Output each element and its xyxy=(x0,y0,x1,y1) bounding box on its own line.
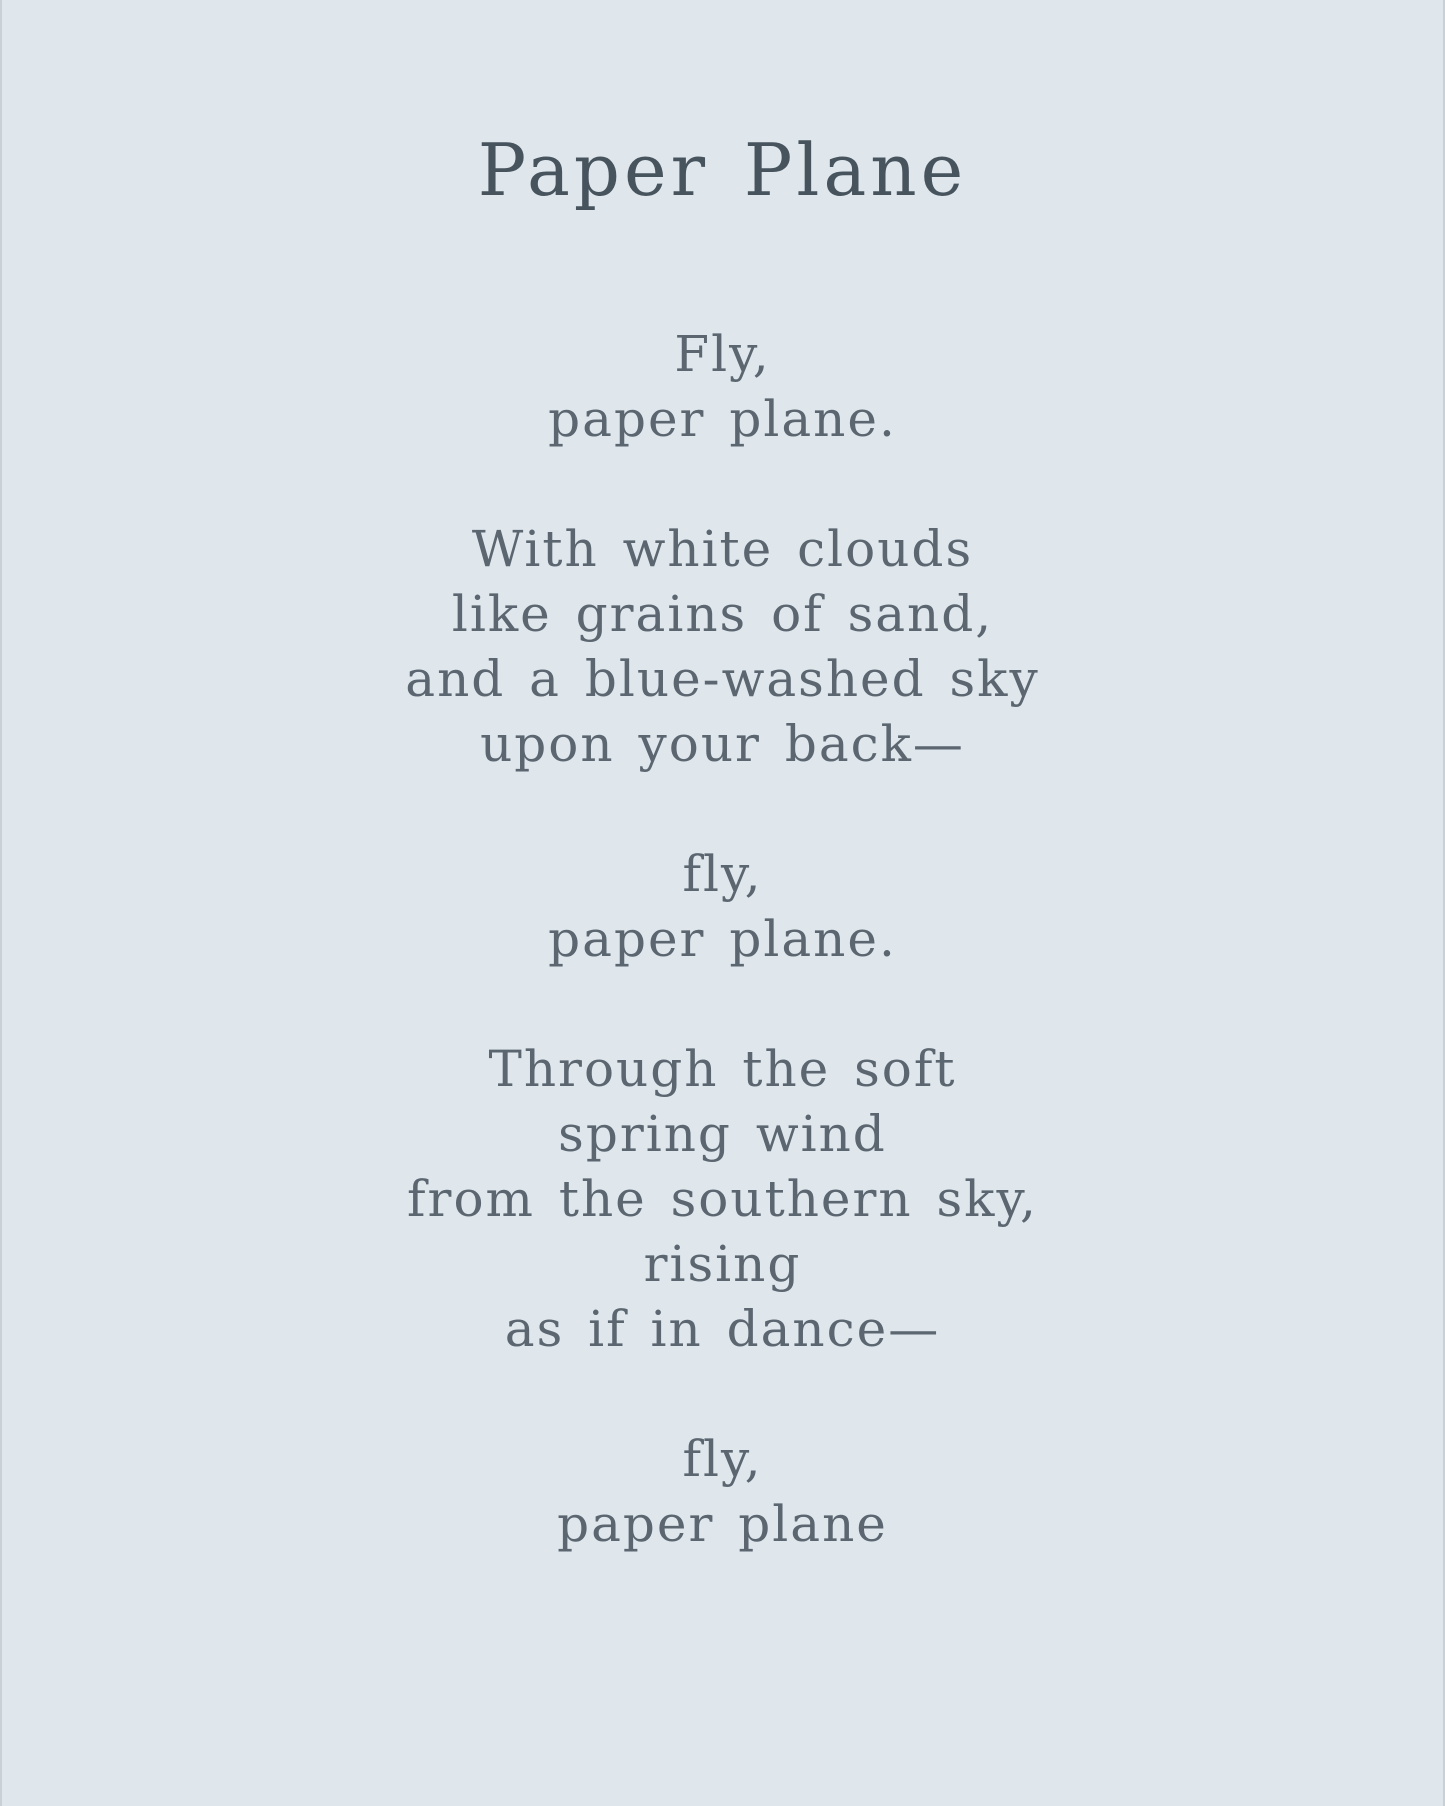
poem-line: rising xyxy=(643,1235,802,1293)
poem-line: and a blue-washed sky xyxy=(405,650,1040,708)
poem-line: paper plane. xyxy=(548,910,897,968)
poem-line: Through the soft xyxy=(488,1040,957,1098)
poem-line: upon your back— xyxy=(480,715,965,773)
poem-line: from the southern sky, xyxy=(407,1170,1038,1228)
poem-line: Fly, xyxy=(674,325,771,383)
poem-line: spring wind xyxy=(558,1105,887,1163)
poem-line: paper plane xyxy=(557,1495,888,1553)
stanza-5 xyxy=(2,1427,1443,1557)
poem-line: as if in dance— xyxy=(504,1300,941,1358)
poem-line: fly, xyxy=(682,845,763,903)
stanza-1 xyxy=(2,322,1443,452)
stanza-3 xyxy=(2,842,1443,972)
poem-line: With white clouds xyxy=(471,520,974,578)
poem-title: Paper Plane xyxy=(477,128,968,212)
poem-line: fly, xyxy=(682,1430,763,1488)
poem-line: like grains of sand, xyxy=(451,585,994,643)
poem-body xyxy=(2,322,1443,1622)
poem-line: paper plane. xyxy=(548,390,897,448)
stanza-2 xyxy=(2,517,1443,777)
stanza-4 xyxy=(2,1037,1443,1362)
